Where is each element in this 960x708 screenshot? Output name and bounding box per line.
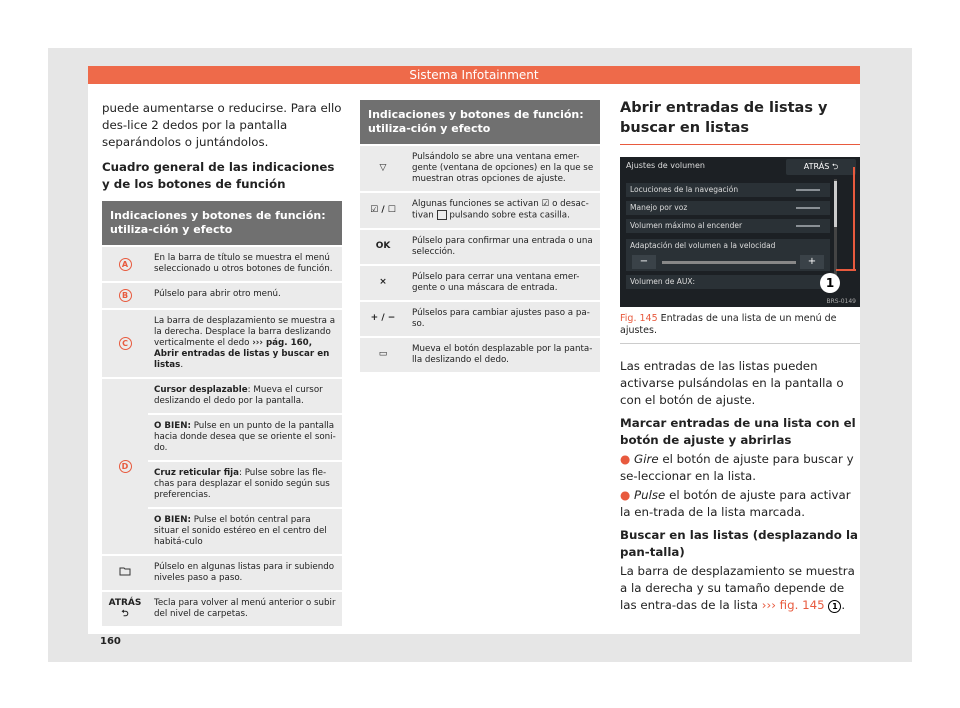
bullet-item: ● Pulse el botón de ajuste para activar la en-trada de la lista marcada. [620, 488, 851, 519]
figure-caption: Fig. 145 Entradas de una lista de un menú de ajustes. [620, 313, 860, 344]
table-row [102, 246, 342, 282]
scrollbar-thumb[interactable] [834, 181, 837, 227]
table-row [360, 229, 600, 265]
list-item[interactable]: Volumen máximo al encender [626, 219, 830, 233]
dropdown-triangle-icon: ▽ [360, 145, 406, 192]
label-b: B [119, 289, 132, 302]
back-label: ATRÁS [108, 598, 142, 608]
table-header: Indicaciones y botones de función: utiliza-ción y efecto [360, 100, 600, 145]
label-d: D [119, 460, 132, 473]
table-row [102, 378, 342, 414]
ok-label: OK [360, 229, 406, 265]
bullet-icon: ● [620, 452, 631, 466]
folder-icon [119, 566, 131, 576]
list-item[interactable]: Volumen de AUX: [626, 275, 830, 289]
bullet-icon: ● [620, 488, 631, 502]
overview-heading: Cuadro general de las indicaciones y de los botones de función [102, 160, 335, 191]
callout-marker: 1 [820, 273, 840, 293]
volume-slider[interactable] [662, 261, 796, 264]
left-column [102, 100, 342, 626]
empty-box-icon [437, 210, 447, 220]
table-row [360, 337, 600, 372]
checkbox-icon: ☑ / ☐ [360, 192, 406, 229]
page-reference-link[interactable]: ››› pág. 160, Abrir entradas de listas y buscar en listas [154, 338, 330, 370]
row-text: O BIEN: Pulse el botón central para situar el sonido estéreo en el centro del habitá-culo [148, 508, 342, 555]
table-row [102, 309, 342, 378]
row-text: Púlselo para confirmar una entrada o una selección. [406, 229, 600, 265]
label-c: C [119, 337, 132, 350]
list-item[interactable]: Adaptación del volumen a la velocidad − + [626, 239, 830, 271]
row-text: Púlselo en algunas listas para ir subiendo niveles paso a paso. [148, 555, 342, 591]
checked-box-icon: ☑ [541, 199, 550, 209]
table-header: Indicaciones y botones de función: utiliza-ción y efecto [102, 201, 342, 246]
row-text: Púlselo para cerrar una ventana emer-gente o una máscara de entrada. [406, 265, 600, 301]
paragraph: La barra de desplazamiento se muestra a la derecha y su tamaño depende de las entra-das de la lista ››› fig. 145 1 . [620, 564, 855, 612]
table-row [102, 555, 342, 591]
row-text: Cursor desplazable: Mueva el cursor deslizando el dedo por la pantalla. [148, 378, 342, 414]
row-text: Tecla para volver al menú anterior o subir del nivel de carpetas. [148, 591, 342, 626]
label-a: A [119, 258, 132, 271]
row-text: En la barra de título se muestra el menú seleccionado u otros botones de función. [148, 246, 342, 282]
table-row [360, 192, 600, 229]
plus-button[interactable]: + [800, 255, 824, 269]
row-text: Pulsándolo se abre una ventana emer-gente (ventana de opciones) en la que se muestran otras opciones de ajuste. [406, 145, 600, 192]
plus-minus-icon: + / − [360, 301, 406, 337]
function-table-middle [360, 100, 600, 372]
intro-text: puede aumentarse o reducirse. Para ello des-lice 2 dedos por la pantalla separándolos o juntándolos. [102, 101, 342, 149]
subheading: Marcar entradas de una lista con el botón de ajuste y abrirlas [620, 416, 856, 447]
back-arrow-icon: ⮌ [831, 162, 839, 171]
back-button[interactable]: ATRÁS ⮌ [786, 159, 856, 175]
row-text: La barra de desplazamiento se muestra a la derecha. Desplace la barra deslizando verticalmente el dedo ››› pág. 160, Abrir entradas de listas y buscar en listas. [148, 309, 342, 378]
slider-button-icon: ▭ [360, 337, 406, 372]
table-row [102, 282, 342, 309]
right-column [620, 98, 860, 614]
section-title: Abrir entradas de listas y buscar en listas [620, 98, 860, 145]
minus-button[interactable]: − [632, 255, 656, 269]
screen-figure [620, 157, 860, 307]
close-icon: × [360, 265, 406, 301]
figure-reference-link[interactable]: ››› fig. 145 [761, 598, 825, 612]
function-table-left [102, 201, 342, 626]
row-text: O BIEN: Pulse en un punto de la pantalla hacia donde desea que se oriente el soni-do. [148, 414, 342, 461]
row-text: Púlselo para abrir otro menú. [148, 282, 342, 309]
table-row [360, 265, 600, 301]
running-header: Sistema Infotainment [88, 66, 860, 84]
figure-code: BRS-0149 [826, 298, 856, 305]
table-row [360, 301, 600, 337]
row-text: Algunas funciones se activan ☑ o desac-tivan pulsando sobre esta casilla. [406, 192, 600, 229]
table-row [102, 591, 342, 626]
paragraph: Las entradas de las listas pueden activarse pulsándolas en la pantalla o con el botón de ajuste. [620, 359, 844, 407]
row-text: Cruz reticular fija: Pulse sobre las fle-chas para desplazar el sonido según sus preferencias. [148, 461, 342, 508]
back-arrow-icon: ⮌ [121, 609, 129, 619]
table-row [360, 145, 600, 192]
list-item[interactable]: Manejo por voz [626, 201, 830, 215]
page-number: 160 [100, 636, 121, 647]
list-item[interactable]: Locuciones de la navegación [626, 183, 830, 197]
subheading: Buscar en las listas (desplazando la pan-talla) [620, 528, 858, 559]
middle-column [360, 100, 600, 372]
bullet-item: ● Gire el botón de ajuste para buscar y se-leccionar en la lista. [620, 452, 854, 483]
screen-title: Ajustes de volumen [626, 161, 705, 170]
row-text: Mueva el botón desplazable por la panta-lla deslizando el dedo. [406, 337, 600, 372]
row-text: Púlselos para cambiar ajustes paso a pa-so. [406, 301, 600, 337]
